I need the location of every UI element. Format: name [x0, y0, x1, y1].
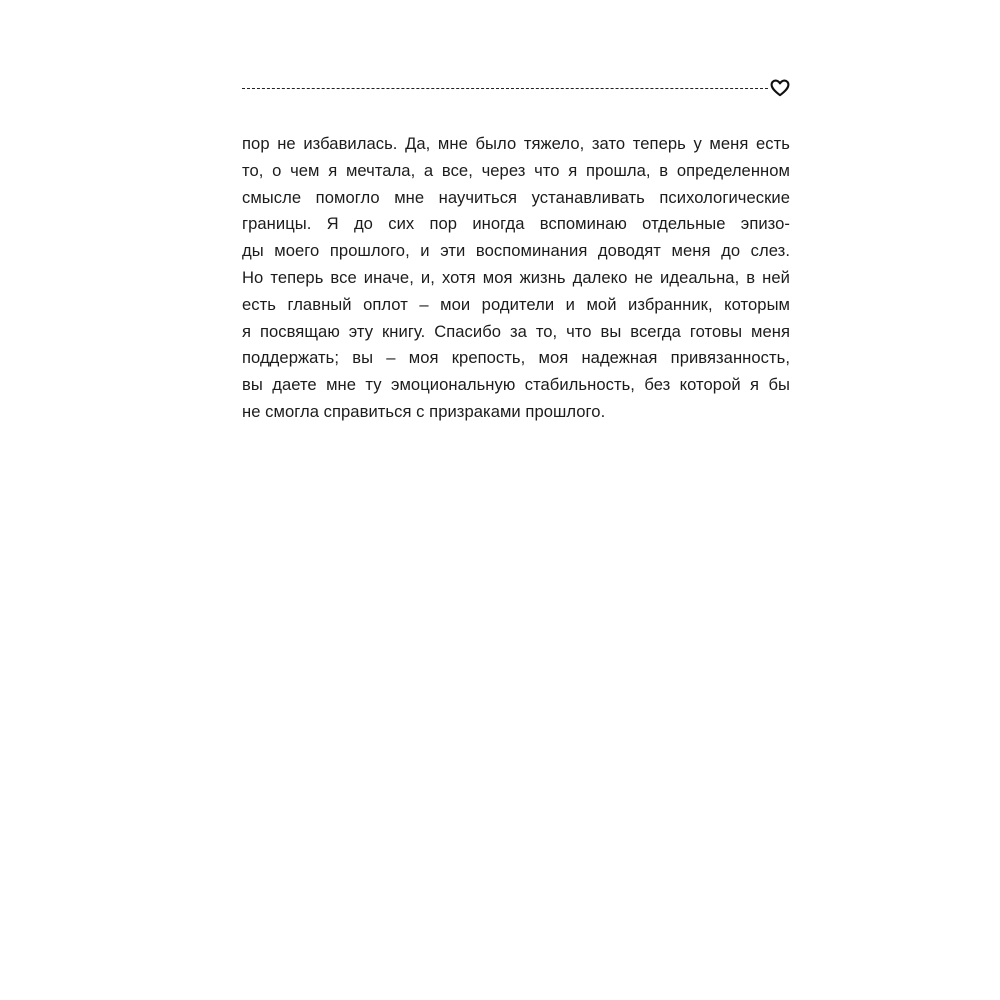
dashed-divider — [242, 88, 768, 89]
heart-outline-icon — [770, 79, 790, 97]
text-line: ды моего прошлого, и эти воспоминания доводят меня до слез. — [242, 241, 790, 261]
text-line: вы даете мне ту эмоциональную стабильность, без которой я бы — [242, 375, 790, 395]
text-line: пор не избавилась. Да, мне было тяжело, зато теперь у меня есть — [242, 134, 790, 153]
text-line: то, о чем я мечтала, а все, через что я прошла, в определенном — [242, 160, 790, 180]
text-line: границы. Я до сих пор иногда вспоминаю отдельные эпизо- — [242, 214, 790, 234]
text-line: не смогла справиться с призраками прошлого. — [242, 401, 606, 421]
text-line: поддержать; вы – моя крепость, моя надежная привязанность, — [242, 348, 790, 368]
header-ornament — [242, 78, 790, 98]
text-line: Но теперь все иначе, и, хотя моя жизнь далеко не идеальна, в ней — [242, 267, 790, 287]
text-line: есть главный оплот – мои родители и мой избранник, которым — [242, 294, 790, 314]
body-text — [242, 131, 790, 426]
text-line: я посвящаю эту книгу. Спасибо за то, что вы всегда готовы меня — [242, 321, 790, 341]
text-line: смысле помогло мне научиться устанавливать психологические — [242, 187, 790, 207]
